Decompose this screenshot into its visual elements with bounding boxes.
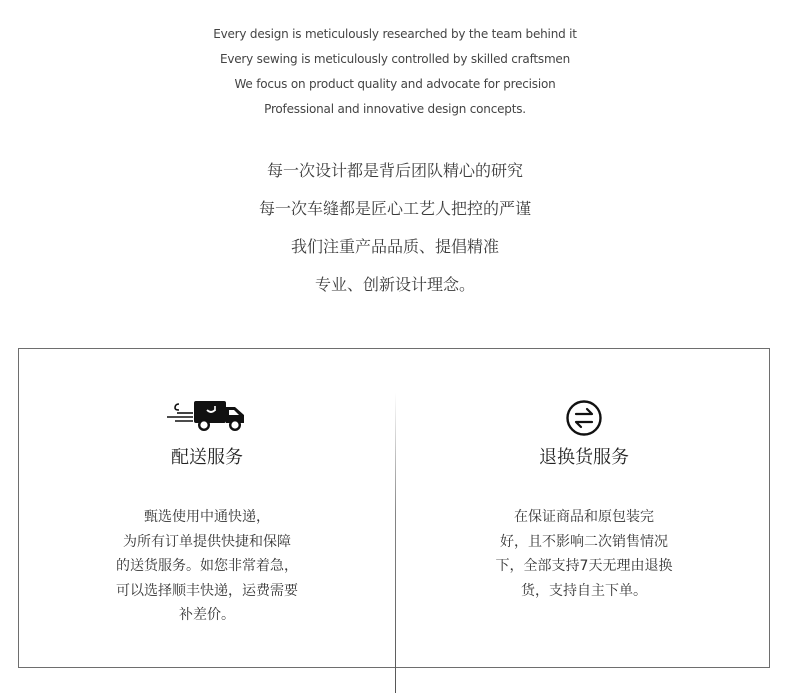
service-text-line: 可以选择顺丰快递，运费需要 bbox=[116, 582, 298, 599]
delivery-service-card bbox=[19, 349, 395, 669]
intro-en-line: Professional and innovative design concepts. bbox=[264, 102, 526, 116]
service-text-line: 下，全部支持7天无理由退换 bbox=[495, 558, 673, 574]
intro-zh-line: 专业、创新设计理念。 bbox=[314, 275, 475, 294]
exchange-arrows-icon bbox=[396, 399, 772, 437]
return-service-card bbox=[396, 349, 772, 669]
service-text-line: 货，支持自主下单。 bbox=[521, 582, 647, 599]
delivery-service-text bbox=[19, 505, 395, 628]
return-service-text bbox=[396, 505, 772, 603]
service-text-line: 的送货服务。如您非常着急， bbox=[116, 558, 298, 574]
intro-en-line: We focus on product quality and advocate for precision bbox=[234, 77, 556, 91]
intro-english bbox=[0, 22, 790, 122]
service-text-line: 好，且不影响二次销售情况 bbox=[500, 533, 668, 550]
intro-chinese bbox=[0, 152, 790, 304]
intro-zh-line: 我们注重产品品质、提倡精准 bbox=[290, 237, 499, 256]
services-panel bbox=[18, 348, 770, 668]
intro-en-line: Every sewing is meticulously controlled by skilled craftsmen bbox=[219, 52, 571, 66]
delivery-truck-icon bbox=[19, 399, 395, 437]
service-text-line: 为所有订单提供快捷和保障 bbox=[123, 533, 291, 550]
intro-zh-line: 每一次设计都是背后团队精心的研究 bbox=[266, 161, 523, 180]
intro-en-line: Every design is meticulously researched by the team behind it bbox=[213, 27, 577, 41]
intro-zh-line: 每一次车缝都是匠心工艺人把控的严谨 bbox=[258, 199, 531, 218]
service-text-line: 甄选使用中通快递， bbox=[144, 509, 270, 525]
service-text-line: 在保证商品和原包装完 bbox=[514, 509, 654, 525]
service-text-line: 补差价。 bbox=[179, 607, 235, 623]
return-service-title: 退换货服务 bbox=[539, 447, 629, 468]
delivery-service-title: 配送服务 bbox=[171, 447, 243, 468]
